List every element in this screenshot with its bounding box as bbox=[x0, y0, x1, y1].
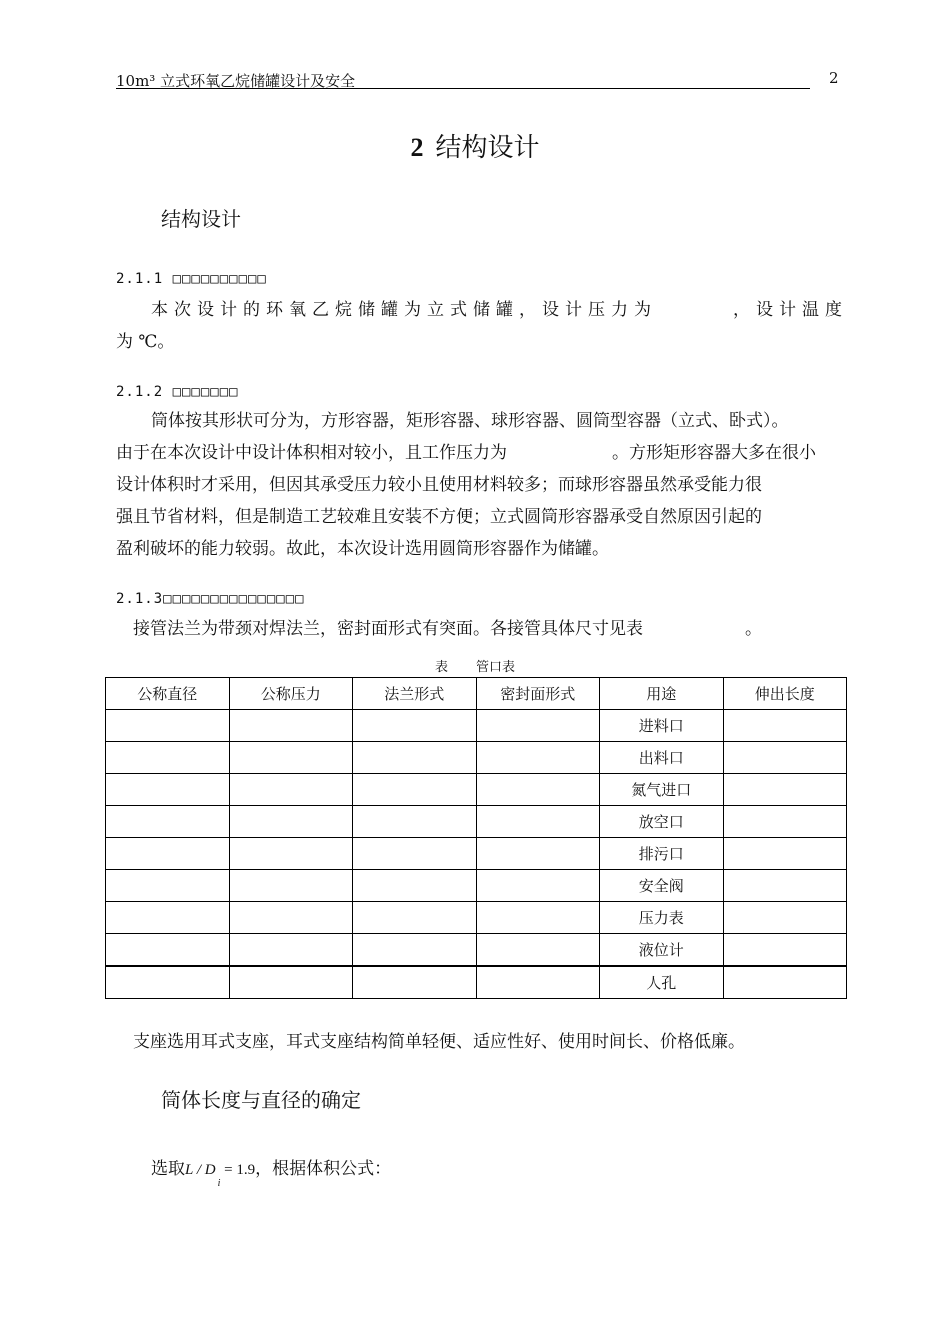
header-extension-length: 伸出长度 bbox=[723, 678, 847, 710]
paragraph-support: 支座选用耳式支座，耳式支座结构简单轻便、适应性好、使用时间长、价格低廉。 bbox=[133, 1032, 745, 1052]
formula-rhs: = 1.9 bbox=[224, 1162, 256, 1178]
section-title-length-diameter: 筒体长度与直径的确定 bbox=[161, 1088, 361, 1112]
purpose-cell: 液位计 bbox=[600, 934, 724, 967]
subsection-heading-3: 2.1.3□□□□□□□□□□□□□□□ bbox=[116, 591, 305, 607]
page-number: 2 bbox=[829, 69, 839, 87]
subsection-heading-1: 2.1.1 □□□□□□□□□□ bbox=[116, 271, 267, 287]
header-title: 10m³ 立式环氧乙烷储罐设计及安全 bbox=[116, 72, 356, 90]
formula-lhs: L / D bbox=[185, 1162, 216, 1178]
paragraph-flange-b: 。 bbox=[745, 619, 762, 639]
header-sealing-face: 密封面形式 bbox=[476, 678, 600, 710]
paragraph-flange-a: 接管法兰为带颈对焊法兰，密封面形式有突面。各接管具体尺寸见表 bbox=[133, 619, 643, 639]
table-row bbox=[106, 710, 847, 742]
chapter-number: 2 bbox=[410, 133, 424, 162]
chapter-title bbox=[0, 127, 950, 164]
formula-ratio bbox=[185, 1162, 256, 1189]
header-nominal-diameter: 公称直径 bbox=[106, 678, 230, 710]
purpose-cell: 人孔 bbox=[600, 966, 724, 999]
paragraph-shape-line-2a: 由于在本次设计中设计体积相对较小，且工作压力为 bbox=[116, 443, 507, 463]
paragraph-temperature-unit: 为 ℃。 bbox=[116, 332, 175, 352]
nozzle-table bbox=[105, 677, 847, 999]
header-nominal-pressure: 公称压力 bbox=[229, 678, 353, 710]
formula-prefix: 选取 bbox=[151, 1159, 185, 1179]
purpose-cell: 排污口 bbox=[600, 838, 724, 870]
table-row bbox=[106, 966, 847, 999]
table-row bbox=[106, 774, 847, 806]
paragraph-shape-line-1: 筒体按其形状可分为，方形容器，矩形容器、球形容器、圆筒型容器（立式、卧式）。 bbox=[151, 411, 789, 431]
purpose-cell: 进料口 bbox=[600, 710, 724, 742]
purpose-cell: 压力表 bbox=[600, 902, 724, 934]
formula-line bbox=[151, 1153, 391, 1188]
table-row bbox=[106, 806, 847, 838]
table-caption-label: 表 bbox=[434, 660, 448, 675]
paragraph-design-pressure: 本次设计的环氧乙烷储罐为立式储罐，设计压力为 bbox=[151, 300, 657, 320]
paragraph-shape-line-5: 盈利破坏的能力较弱。故此，本次设计选用圆筒形容器作为储罐。 bbox=[116, 539, 609, 559]
formula-suffix: ，根据体积公式： bbox=[255, 1159, 392, 1179]
purpose-cell: 氮气进口 bbox=[600, 774, 724, 806]
table-row bbox=[106, 870, 847, 902]
table-row bbox=[106, 838, 847, 870]
header-flange-type: 法兰形式 bbox=[353, 678, 477, 710]
table-row bbox=[106, 902, 847, 934]
paragraph-shape-line-4: 强且节省材料，但是制造工艺较难且安装不方便；立式圆筒形容器承受自然原因引起的 bbox=[116, 507, 762, 527]
purpose-cell: 放空口 bbox=[600, 806, 724, 838]
section-title-structure: 结构设计 bbox=[161, 207, 241, 231]
paragraph-shape-line-3: 设计体积时才采用，但因其承受压力较小且使用材料较多；而球形容器虽然承受能力很 bbox=[116, 475, 762, 495]
header-purpose: 用途 bbox=[600, 678, 724, 710]
table-header-row bbox=[106, 678, 847, 710]
paragraph-design-temperature: ，设计温度 bbox=[733, 300, 848, 320]
purpose-cell: 安全阀 bbox=[600, 870, 724, 902]
header-rule bbox=[116, 88, 810, 89]
chapter-title-text: 结构设计 bbox=[435, 133, 540, 163]
purpose-cell: 出料口 bbox=[600, 742, 724, 774]
paragraph-shape-line-2b: 。方形矩形容器大多在很小 bbox=[612, 443, 816, 463]
subsection-heading-2: 2.1.2 □□□□□□□ bbox=[116, 384, 239, 400]
table-row bbox=[106, 934, 847, 967]
formula-subscript: i bbox=[217, 1178, 221, 1189]
table-caption bbox=[0, 656, 950, 675]
table-caption-title: 管口表 bbox=[476, 660, 516, 675]
table-row bbox=[106, 742, 847, 774]
